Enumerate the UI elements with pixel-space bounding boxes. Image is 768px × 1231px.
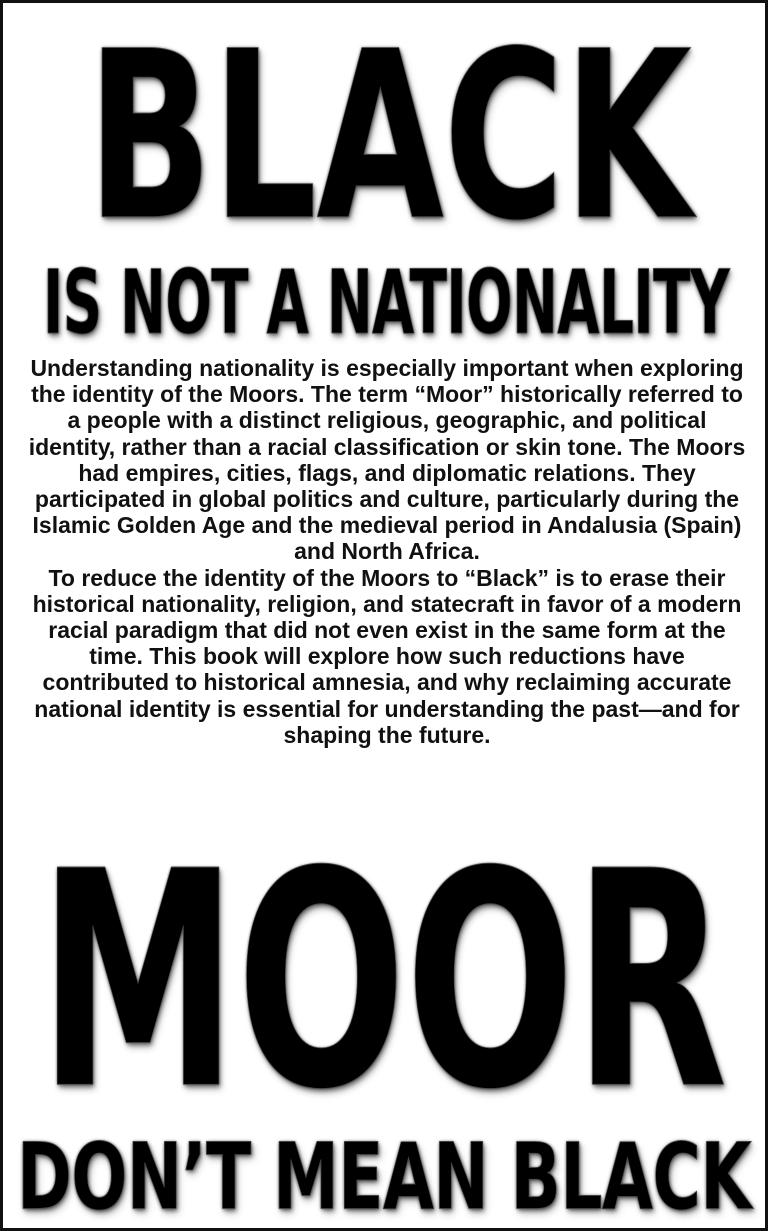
headline-moor: MOOR	[39, 807, 727, 1155]
body-text	[27, 355, 747, 748]
subheadline-not-a-nationality: IS NOT A NATIONALITY	[43, 251, 729, 354]
body-paragraph-2: To reduce the identity of the Moors to “Black” is to erase their historical nationality, religion, and statecraft in favor of a modern racial paradigm that did not even exist in the same form at the time. This book will explore how such reductions have contributed to historical amnesia, and why reclaiming accurate national identity is essential for understanding the past—and for shaping the future.	[32, 564, 742, 748]
subheadline-dont-mean-black: DON’T MEAN BLACK	[17, 1123, 751, 1231]
body-paragraph-1: Understanding nationality is especially important when exploring the identity of the Moors. The term “Moor” historically referred to a people with a distinct religious, geographic, and political identity, rather than a racial classification or skin tone. The Moors had empires, cities, flags, and diplomatic relations. They participated in global politics and culture, particularly during the Islamic Golden Age and the medieval period in Andalusia (Spain) and North Africa.	[28, 355, 746, 565]
headline-black: BLACK	[87, 0, 691, 272]
